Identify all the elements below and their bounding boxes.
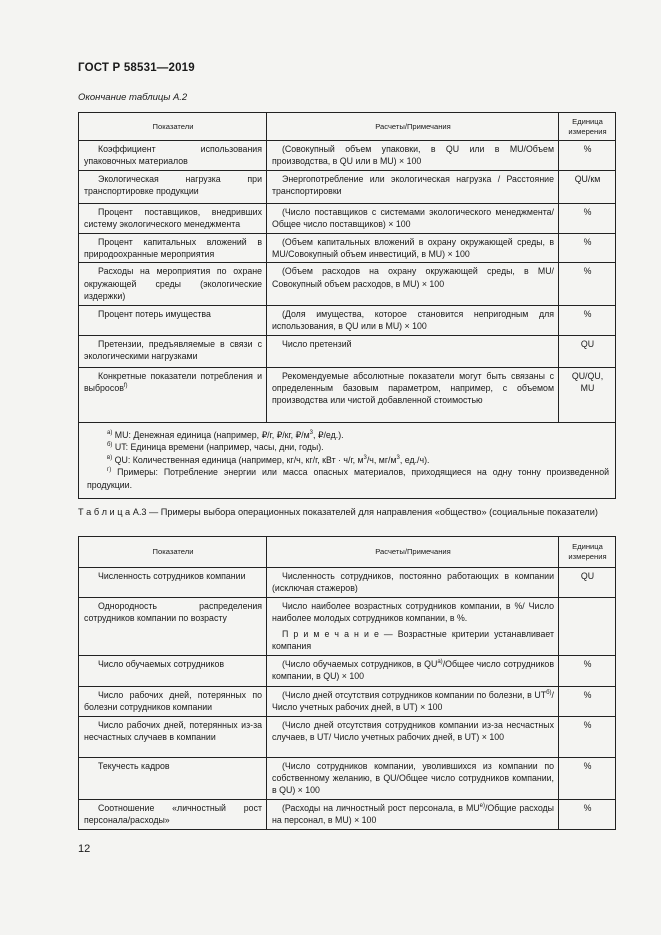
column-header: Расчеты/Примечания (267, 537, 559, 568)
footnote-a: $^{a)}$ MU: Денежная единица (например, ₽/г, ₽/кг, $₽/м^3$, ₽/ед.). (107, 429, 344, 440)
indicator-cell: Процент капитальных вложений в природоохранные мероприятия (79, 233, 267, 263)
unit-cell: % (559, 141, 616, 171)
unit-cell: % (559, 686, 616, 716)
indicator-cell: Число рабочих дней, потерянных из-за несчастных случаев в компании (79, 716, 267, 757)
table-row (79, 170, 616, 203)
column-header: Расчеты/Примечания (267, 113, 559, 141)
unit-cell: % (559, 263, 616, 305)
unit-cell: QU (559, 335, 616, 367)
calculation-cell: (Число поставщиков с системами экологического менеджмента/Общее число поставщиков) × 100 (267, 203, 559, 233)
calculation-cell: Энергопотребление или экологическая нагрузка / Расстояние транспортировки (267, 170, 559, 203)
table-row (79, 141, 616, 171)
calculation-cell: Численность сотрудников, постоянно работающих в компании (исключая стажеров) (267, 568, 559, 598)
unit-cell: QU (559, 568, 616, 598)
page-number: 12 (78, 843, 91, 855)
indicator-cell: Процент потерь имущества (79, 305, 267, 335)
table-header-row (79, 113, 616, 141)
indicator-cell: Расходы на мероприятия по охране окружающей среды (экологические издержки) (79, 263, 267, 305)
unit-cell: QU/QU, MU (559, 367, 616, 422)
footnote-b: $^{б)}$ UT: Единица времени (например, часы, дни, годы). (107, 442, 324, 453)
indicator-cell: Однородность распределения сотрудников компании по возрасту (79, 598, 267, 656)
indicator-cell (79, 367, 267, 422)
table-row (79, 203, 616, 233)
table-row (79, 799, 616, 829)
unit-cell: % (559, 716, 616, 757)
table-a2 (78, 112, 616, 499)
table-row (79, 757, 616, 799)
column-header: Показатели (79, 537, 267, 568)
table-row (79, 335, 616, 367)
calculation-cell: (Число дней отсутствия сотрудников компании из-за несчастных случаев, в UT/ Число учетных рабочих дней, в UT) × 100 (267, 716, 559, 757)
footnote-c: $^{в)}$ QU: Количественная единица (например, кг/ч, кг/г, кВт · ч/г, $м^3/ч$, $мг/м^3$, ед./ч). (107, 454, 430, 465)
unit-cell: % (559, 655, 616, 686)
footnotes-cell (79, 422, 616, 498)
document-header: ГОСТ Р 58531—2019 (78, 62, 195, 74)
footnote-ref: a) (437, 658, 443, 665)
column-header: Единица измерения (559, 113, 616, 141)
note-text: П р и м е ч а н и е — Возрастные критерии устанавливает компания (272, 628, 554, 652)
calculation-text: Число наиболее возрастных сотрудников компании, в %/ Число наиболее молодых сотрудников компании, в %. (272, 601, 554, 624)
table-continuation-caption: Окончание таблицы А.2 (78, 92, 188, 103)
indicator-cell: Процент поставщиков, внедривших систему экологического менеджмента (79, 203, 267, 233)
unit-cell: QU/км (559, 170, 616, 203)
unit-cell: % (559, 203, 616, 233)
table-row (79, 305, 616, 335)
footnote-ref: e) (479, 802, 485, 809)
calculation-cell: (Число обучаемых сотрудников, в QU$^{a)}$/Общее число сотрудников компании, в QU) × 100 (267, 655, 559, 686)
table-row (79, 568, 616, 598)
calculation-cell (267, 598, 559, 656)
unit-cell: % (559, 757, 616, 799)
footnote-d: $^{г)}$ Примеры: Потребление энергии или масса опасных материалов, приходящиеся на одну тонну произведенной продукции. (87, 467, 609, 491)
table-a3-caption: Т а б л и ц а А.3 — Примеры выбора операционных показателей для направления «общество» (социальные показатели) (78, 507, 598, 517)
table-row (79, 598, 616, 656)
calculation-cell: (Совокупный объем упаковки, в QU или в MU/Объем производства, в QU или в MU) × 100 (267, 141, 559, 171)
footnote-ref: б) (546, 689, 552, 696)
column-header: Показатели (79, 113, 267, 141)
table-row (79, 716, 616, 757)
table-header-row (79, 537, 616, 568)
column-header: Единица измерения (559, 537, 616, 568)
unit-cell (559, 598, 616, 656)
unit-cell: % (559, 233, 616, 263)
unit-cell: % (559, 799, 616, 829)
calculation-cell: Рекомендуемые абсолютные показатели могут быть связаны с определенным базовым параметром, например, с объемом производства или чистой добавленной стоимостью (267, 367, 559, 422)
table-row (79, 263, 616, 305)
table-row (79, 233, 616, 263)
footnotes-row (79, 422, 616, 498)
footnote-ref: f) (123, 383, 128, 390)
table-row (79, 655, 616, 686)
indicator-text: Конкретные показатели потребления и выбросов (84, 370, 262, 394)
calculation-cell: (Объем капитальных вложений в охрану окружающей среды, в MU/Совокупный объем инвестиций, в MU) × 100 (267, 233, 559, 263)
indicator-cell: Соотношение «личностный рост персонала/расходы» (79, 799, 267, 829)
calculation-cell: (Объем расходов на охрану окружающей среды, в MU/Совокупный объем расходов, в MU) × 100 (267, 263, 559, 305)
indicator-cell: Экологическая нагрузка при транспортировке продукции (79, 170, 267, 203)
calculation-cell: Число претензий (267, 335, 559, 367)
table-row (79, 367, 616, 422)
indicator-cell: Коэффициент использования упаковочных материалов (79, 141, 267, 171)
indicator-cell: Численность сотрудников компании (79, 568, 267, 598)
calculation-cell: (Доля имущества, которое становится непригодным для использования, в QU или в MU) × 100 (267, 305, 559, 335)
indicator-cell: Число рабочих дней, потерянных по болезни сотрудников компании (79, 686, 267, 716)
calculation-cell: (Расходы на личностный рост персонала, в MU$^{e)}$/Общие расходы на персонал, в MU) × 100 (267, 799, 559, 829)
table-row (79, 686, 616, 716)
unit-cell: % (559, 305, 616, 335)
table-a3 (78, 536, 616, 830)
indicator-cell: Претензии, предъявляемые в связи с экологическими нагрузками (79, 335, 267, 367)
calculation-cell: (Число сотрудников компании, уволившихся из компании по собственному желанию, в QU/Общее число сотрудников компании, в QU) × 100 (267, 757, 559, 799)
indicator-cell: Число обучаемых сотрудников (79, 655, 267, 686)
indicator-cell: Текучесть кадров (79, 757, 267, 799)
calculation-cell: (Число дней отсутствия сотрудников компании по болезни, в $UT^{б)}$/Число учетных рабочих дней, в UT) × 100 (267, 686, 559, 716)
